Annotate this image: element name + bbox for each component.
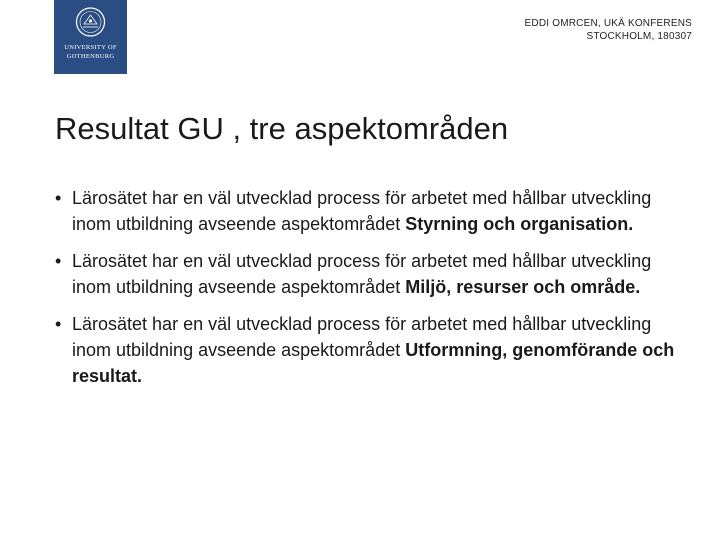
bullet-marker: • [55, 188, 62, 208]
header-info [525, 17, 692, 43]
header-location-date-line: STOCKHOLM, 180307 [586, 31, 692, 42]
bullet-item [55, 248, 695, 300]
slide-title: Resultat GU , tre aspektområden [55, 111, 509, 146]
bullet-marker: • [55, 314, 62, 334]
logo-text-line1: UNIVERSITY OF [64, 44, 117, 51]
bullet-bold-text: Miljö, resurser och område. [405, 277, 641, 297]
bullet-bold-text: Styrning och organisation. [405, 214, 634, 234]
bullet-list [55, 185, 695, 400]
bullet-bold-text: Utformning, genomförande och resultat. [72, 340, 675, 386]
university-seal-icon [54, 0, 127, 74]
bullet-marker: • [55, 251, 62, 271]
university-logo [54, 0, 127, 74]
bullet-item [55, 311, 695, 389]
bullet-text: Lärosätet har en väl utvecklad process för arbetet med hållbar utveckling inom utbildning avseende aspektområdet [72, 314, 652, 360]
bullet-text: Lärosätet har en väl utvecklad process för arbetet med hållbar utveckling inom utbildning avseende aspektområdet [72, 188, 652, 234]
bullet-item [55, 185, 695, 237]
bullet-text: Lärosätet har en väl utvecklad process för arbetet med hållbar utveckling inom utbildning avseende aspektområdet [72, 251, 652, 297]
header-presenter-line: EDDI OMRCEN, UKÄ KONFERENS [524, 18, 692, 29]
logo-text-line2: GOTHENBURG [66, 53, 115, 60]
